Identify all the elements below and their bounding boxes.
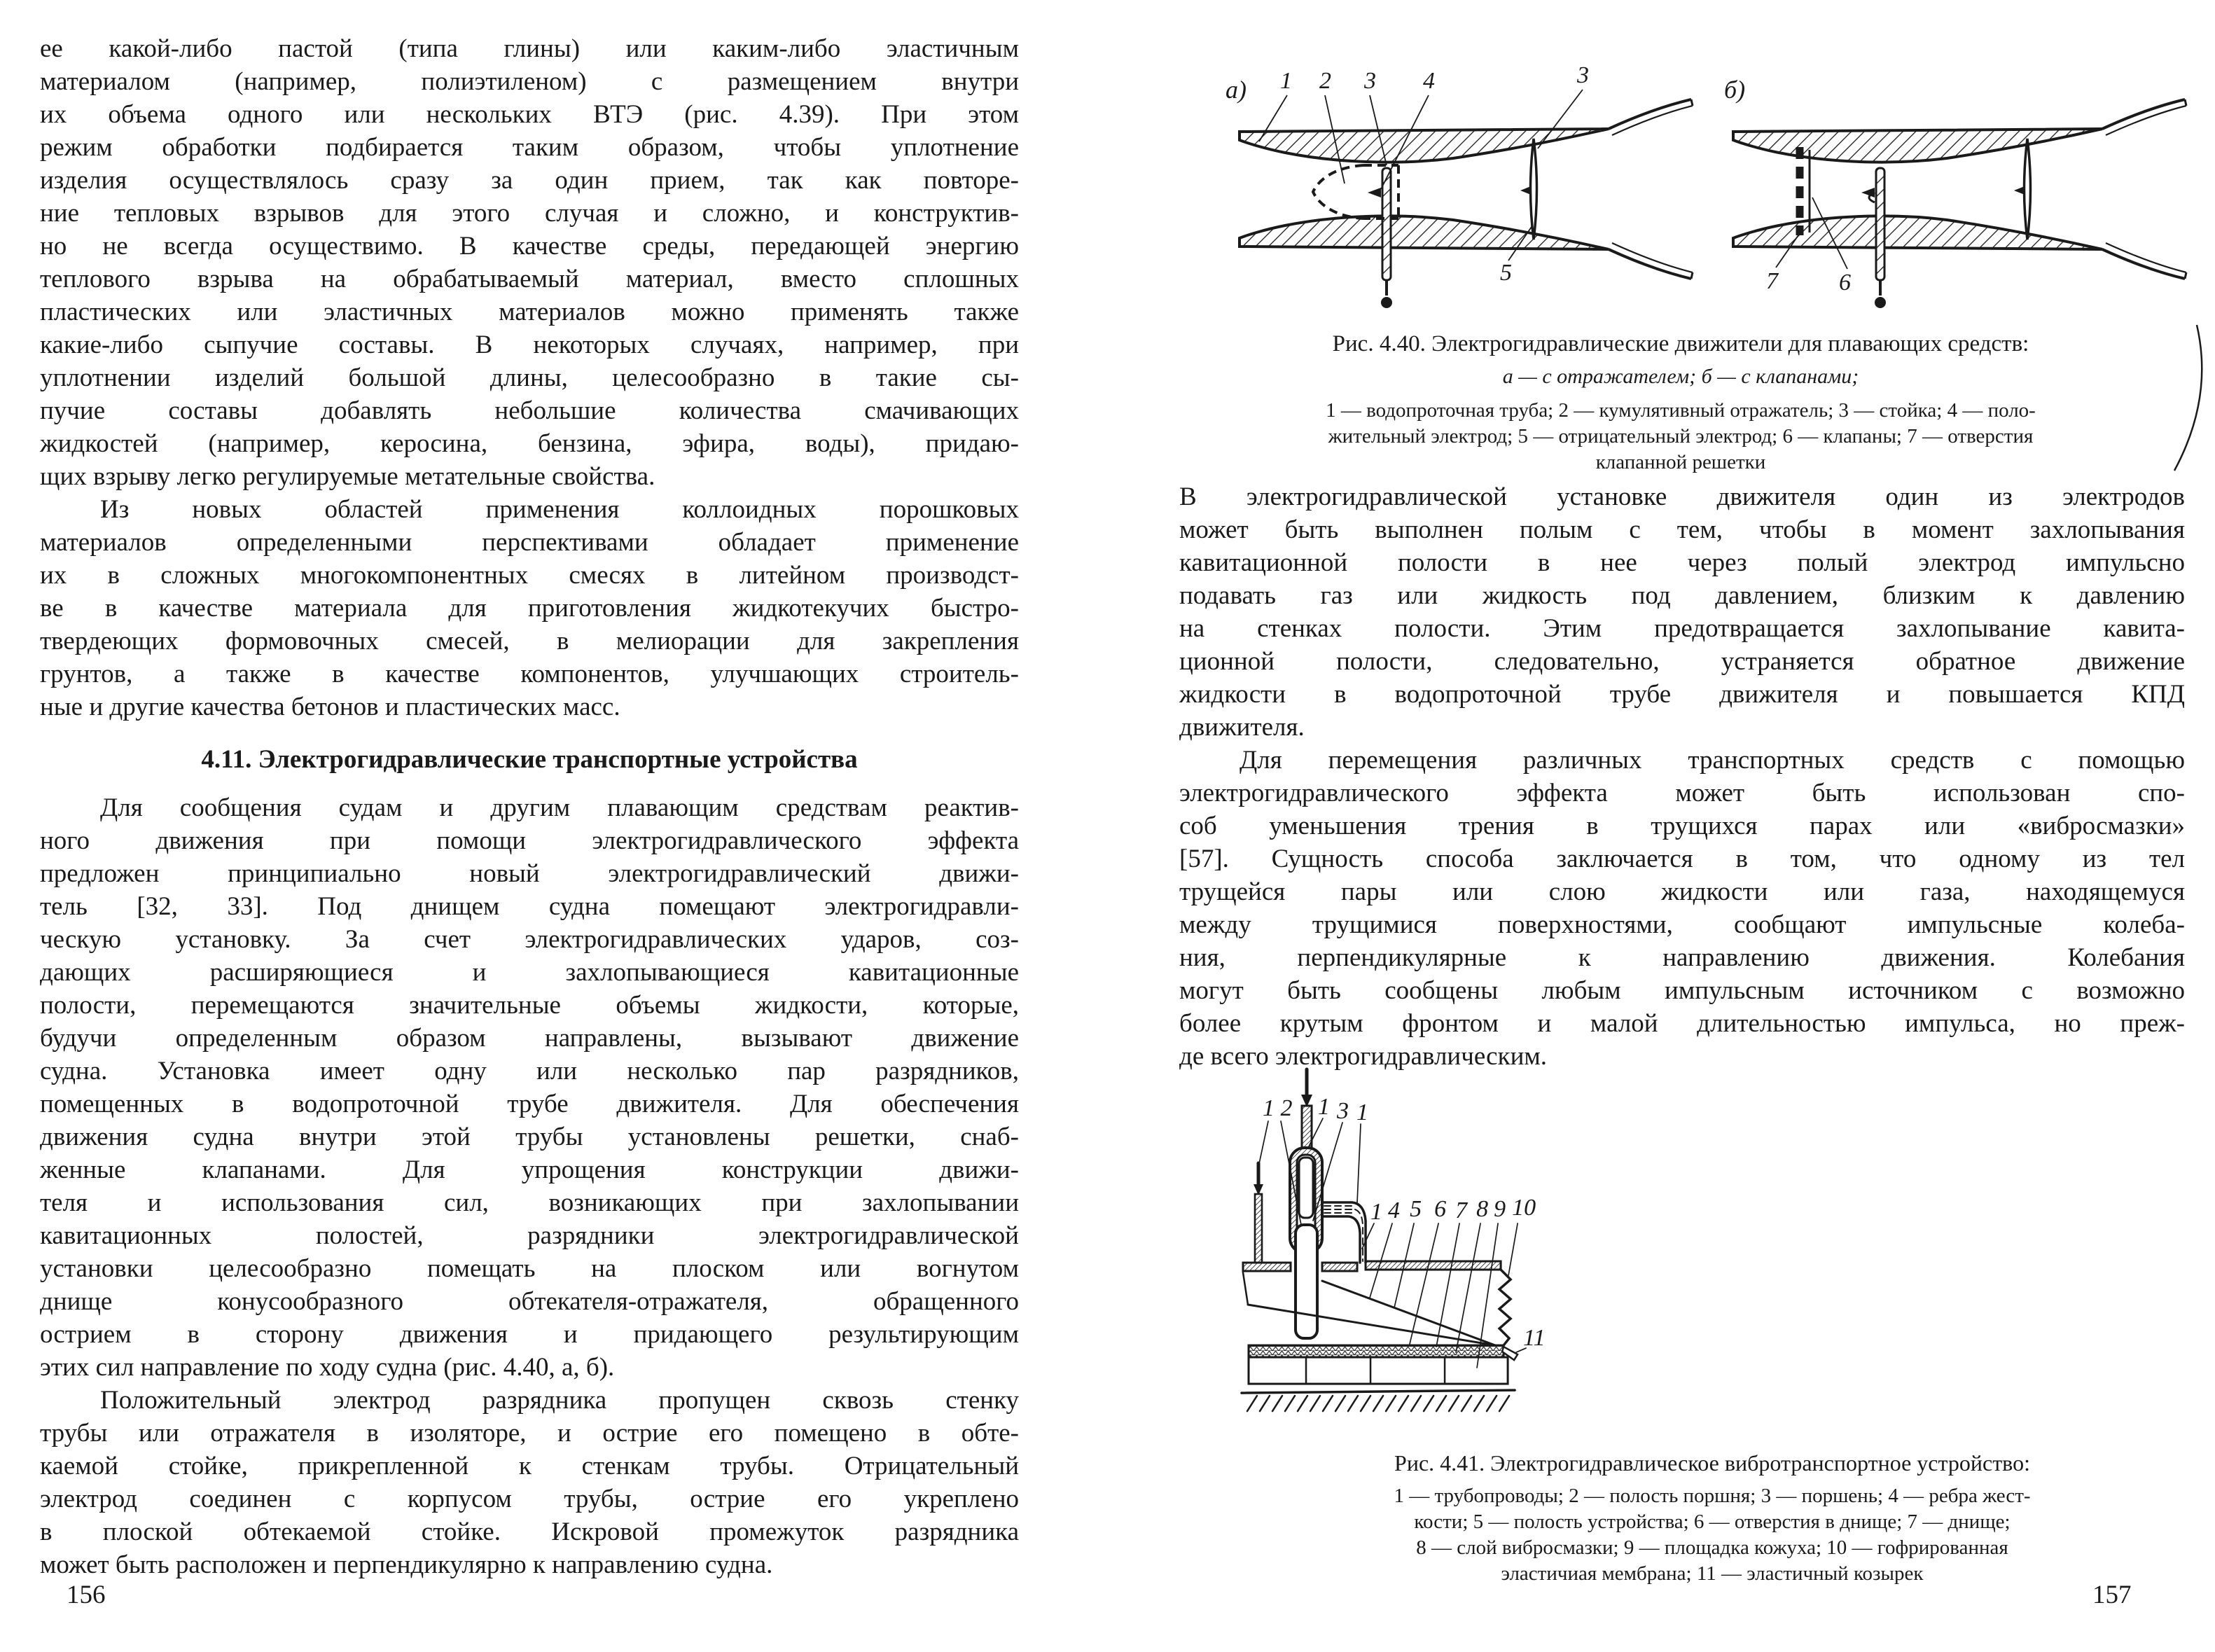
- text-line: теля и использования сил, возникающих при захлопывании: [40, 1188, 1019, 1217]
- text-line: будучи определенным образом направлены, вызывают движение: [40, 1024, 1019, 1053]
- text-line: де всего электрогидравлическим.: [1179, 1042, 1548, 1071]
- text-line: пластических или эластичных материалов можно применять также: [40, 298, 1019, 326]
- figure-4-40: [1176, 28, 2199, 321]
- figure-callout: 3: [1337, 1097, 1349, 1124]
- figure-callout: 1: [1356, 1099, 1369, 1125]
- text-line: движения судна внутри этой трубы установлены решетки, снаб-: [40, 1123, 1019, 1151]
- text-line: жидкости в водопроточной трубе движителя и повышается КПД: [1179, 680, 2185, 709]
- text-line: [57]. Сущность способа заключается в том, что одному из тел: [1179, 845, 2185, 873]
- text-line: трущейся пары или слою жидкости или газа, находящемуся: [1179, 877, 2185, 906]
- text-line: острием в сторону движения и придающего результирующим: [40, 1320, 1019, 1349]
- text-line: в плоской обтекаемой стойке. Искровой промежуток разрядника: [40, 1518, 1019, 1546]
- text-line: полости, перемещаются значительные объемы жидкости, которые,: [40, 991, 1019, 1020]
- text-line: движителя.: [1179, 713, 1305, 742]
- text-line: этих сил направление по ходу судна (рис. 4.40, а, б).: [40, 1353, 615, 1382]
- text-line: ные и другие качества бетонов и пластических масс.: [40, 693, 620, 721]
- text-line: ционной полости, следовательно, устраняется обратное движение: [1179, 647, 2185, 676]
- caption-line: 1 — водопроточная труба; 2 — кумулятивный отражатель; 3 — стойка; 4 — поло-: [1326, 399, 2036, 422]
- page-number-right: 157: [2092, 1581, 2132, 1609]
- text-line: подавать газ или жидкость под давлением, близким к давлению: [1179, 581, 2185, 610]
- text-line: ве в качестве материала для приготовления жидкотекучих быстро-: [40, 594, 1019, 623]
- text-line: между трущимися поверхностями, сообщают импульсные колеба-: [1179, 910, 2185, 939]
- text-line: дающих расширяющиеся и захлопывающиеся кавитационные: [40, 958, 1019, 987]
- figure-4-41: [1222, 1064, 2206, 1443]
- caption-line: 8 — слой вибросмазки; 9 — площадка кожуха; 10 — гофрированная: [1416, 1536, 2008, 1559]
- text-line: ние тепловых взрывов для этого случая и сложно, и конструктив-: [40, 199, 1019, 228]
- text-line: кавитационных полостей, разрядники электрогидравлической: [40, 1221, 1019, 1250]
- text-line: уплотнении изделий большой длины, целесообразно в такие сы-: [40, 363, 1019, 392]
- text-line: ческую установку. За счет электрогидравлических ударов, соз-: [40, 925, 1019, 954]
- text-line: теплового взрыва на обрабатываемый материал, вместо сплошных: [40, 265, 1019, 293]
- figure-callout: 6: [1434, 1196, 1447, 1223]
- deck: [1243, 1263, 1291, 1271]
- text-line: Для перемещения различных транспортных средств с помощью: [1240, 746, 2185, 775]
- ground-hatching: [1247, 1396, 1509, 1411]
- stiffening-rib: [1322, 1281, 1495, 1345]
- page-number-left: 156: [67, 1581, 106, 1609]
- text-line: Из новых областей применения коллоидных порошковых: [100, 495, 1019, 524]
- fig40-diagram-a: [1240, 99, 1693, 308]
- vibro-lubricant-layer: [1249, 1345, 1504, 1357]
- fig40-caption-legend: [1190, 398, 2171, 476]
- fig40-diagram-b: [1733, 99, 2186, 308]
- ground-line: [1242, 1390, 1515, 1393]
- figure-callout: 5: [1410, 1196, 1422, 1223]
- text-line: ее какой-либо пастой (типа глины) или каким-либо эластичным: [40, 34, 1019, 63]
- text-line: изделия осуществлялось сразу за один прием, так как повторе-: [40, 166, 1019, 195]
- text-line: но не всегда осуществимо. В качестве среды, передающей энергию: [40, 232, 1019, 261]
- caption-line: кости; 5 — полость устройства; 6 — отверстия в днище; 7 — днище;: [1414, 1511, 2011, 1533]
- figure-callout: 1 2: [1263, 1095, 1293, 1121]
- text-line: щих взрыву легко регулируемые метательные свойства.: [40, 462, 655, 491]
- text-line: материалов определенными перспективами обладает применение: [40, 528, 1019, 557]
- text-line: днище конусообразного обтекателя-отражателя, обращенного: [40, 1287, 1019, 1316]
- figure-callout: 11: [1523, 1325, 1546, 1352]
- figure-callout: 6: [1839, 270, 1851, 296]
- text-line: ния, перпендикулярные к направлению движения. Колебания: [1179, 943, 2185, 972]
- left-page-column: [40, 32, 1019, 1581]
- figure-callout: 3: [1364, 68, 1376, 94]
- text-line: могут быть сообщены любым импульсным источником с возможно: [1179, 976, 2185, 1005]
- piston-cavity: [1299, 1158, 1313, 1218]
- cover-platform: [1249, 1357, 1508, 1384]
- text-line: твердеющих формовочных смесей, в мелиорации для закрепления: [40, 627, 1019, 655]
- text-line: их в сложных многокомпонентных смесях в литейном производст-: [40, 561, 1019, 590]
- fig40-label-a: а): [1225, 76, 1247, 104]
- right-page-column: [1179, 480, 2185, 1073]
- fig40-caption-subtitle: а — с отражателем; б — с клапанами;: [1502, 365, 1859, 388]
- caption-line: жительный электрод; 5 — отрицательный электрод; 6 — клапаны; 7 — отверстия: [1328, 425, 2034, 447]
- text-line: помещенных в водопроточной трубе движителя. Для обеспечения: [40, 1090, 1019, 1118]
- figure-callout: 4: [1423, 68, 1435, 94]
- corrugated-membrane: [1499, 1270, 1511, 1345]
- figure-callout: 1: [1280, 68, 1292, 94]
- text-line: судна. Установка имеет одну или несколько пар разрядников,: [40, 1057, 1019, 1085]
- text-line: пучие составы добавлять небольшие количества смачивающих: [40, 396, 1019, 425]
- text-line: соб уменьшения трения в трущихся парах или «вибросмазки»: [1179, 812, 2185, 840]
- figure-callout: 3: [1577, 62, 1589, 88]
- text-line: может быть расположен и перпендикулярно к направлению судна.: [40, 1550, 773, 1579]
- caption-line: 1 — трубопроводы; 2 — полость поршня; 3 — поршень; 4 — ребра жест-: [1394, 1485, 2031, 1507]
- fig41-caption-legend: [1233, 1483, 2192, 1587]
- text-line: тель [32, 33]. Под днищем судна помещают электрогидравли-: [40, 892, 1019, 921]
- text-line: может быть выполнен полым с тем, чтобы в момент захлопывания: [1179, 515, 2185, 544]
- text-line: В электрогидравлической установке движителя один из электродов: [1179, 483, 2185, 511]
- figure-callout: 8: [1476, 1196, 1489, 1223]
- figure-callout: 2: [1319, 68, 1331, 94]
- figure-callout: 5: [1500, 260, 1512, 286]
- text-line: электрод соединен с корпусом трубы, острие его укреплено: [40, 1485, 1019, 1513]
- text-line: материалом (например, полиэтиленом) с размещением внутри: [40, 67, 1019, 96]
- fig41-caption: [1233, 1445, 2192, 1587]
- inlet-pipe-left: [1255, 1194, 1262, 1264]
- text-line: предложен принципиально новый электрогидравлический движи-: [40, 859, 1019, 888]
- text-line: электрогидравлического эффекта может быть использован спо-: [1179, 779, 2185, 807]
- text-line: Положительный электрод разрядника пропущен сквозь стенку: [100, 1386, 1019, 1415]
- fig41-caption-title: Рис. 4.41. Электрогидравлическое вибротранспортное устройство:: [1394, 1450, 2030, 1476]
- text-line: какие-либо сыпучие составы. В некоторых случаях, например, при: [40, 331, 1019, 359]
- text-line: ного движения при помощи электрогидравлического эффекта: [40, 826, 1019, 855]
- figure-callout: 7: [1766, 268, 1778, 294]
- text-line: установки целесообразно помещать на плоском или вогнутом: [40, 1254, 1019, 1283]
- text-line: на стенках полости. Этим предотвращается захлопывание кавита-: [1179, 614, 2185, 643]
- caption-line: эластичиая мембрана; 11 — эластичный козырек: [1501, 1562, 1924, 1585]
- text-line: женные клапанами. Для упрощения конструкции движи-: [40, 1155, 1019, 1184]
- text-line: более крутым фронтом и малой длительностью импульса, но преж-: [1179, 1009, 2185, 1038]
- text-line: жидкостей (например, керосина, бензина, эфира, воды), придаю-: [40, 429, 1019, 458]
- section-heading: 4.11. Электрогидравлические транспортные устройства: [201, 745, 858, 774]
- figure-callout: 1: [1370, 1199, 1383, 1226]
- figure-callout: 10: [1512, 1195, 1536, 1221]
- text-line: Для сообщения судам и другим плавающим средствам реактив-: [100, 793, 1019, 822]
- text-line: режим обработки подбирается таким образом, чтобы уплотнение: [40, 133, 1019, 162]
- caption-line: клапанной решетки: [1595, 451, 1766, 473]
- fig40-label-b: б): [1724, 76, 1746, 104]
- piston: [1296, 1225, 1317, 1338]
- text-line: их объема одного или нескольких ВТЭ (рис. 4.39). При этом: [40, 100, 1019, 129]
- text-line: каемой стойке, прикрепленной к стенкам трубы. Отрицательный: [40, 1452, 1019, 1480]
- text-line: кавитационной полости в нее через полый электрод импульсно: [1179, 548, 2185, 577]
- left-text-top: [40, 32, 1019, 723]
- cumulative-reflector-dashed: [1313, 165, 1363, 218]
- figure-callout: 7: [1455, 1198, 1468, 1224]
- fig40-caption: [1190, 326, 2171, 476]
- text-line: грунтов, а также в качестве компонентов, улучшающих строитель-: [40, 660, 1019, 688]
- figure-callout: 9: [1494, 1196, 1506, 1223]
- figure-callout: 4: [1388, 1198, 1401, 1224]
- scan-artifact-arc: [2167, 324, 2211, 474]
- figure-callout: 1: [1318, 1093, 1331, 1120]
- left-text-bottom: [40, 791, 1019, 1581]
- fig40-caption-title: Рис. 4.40. Электрогидравлические движители для плавающих средств:: [1332, 331, 2029, 356]
- text-line: трубы или отражателя в изоляторе, и острие его помещено в обте-: [40, 1419, 1019, 1448]
